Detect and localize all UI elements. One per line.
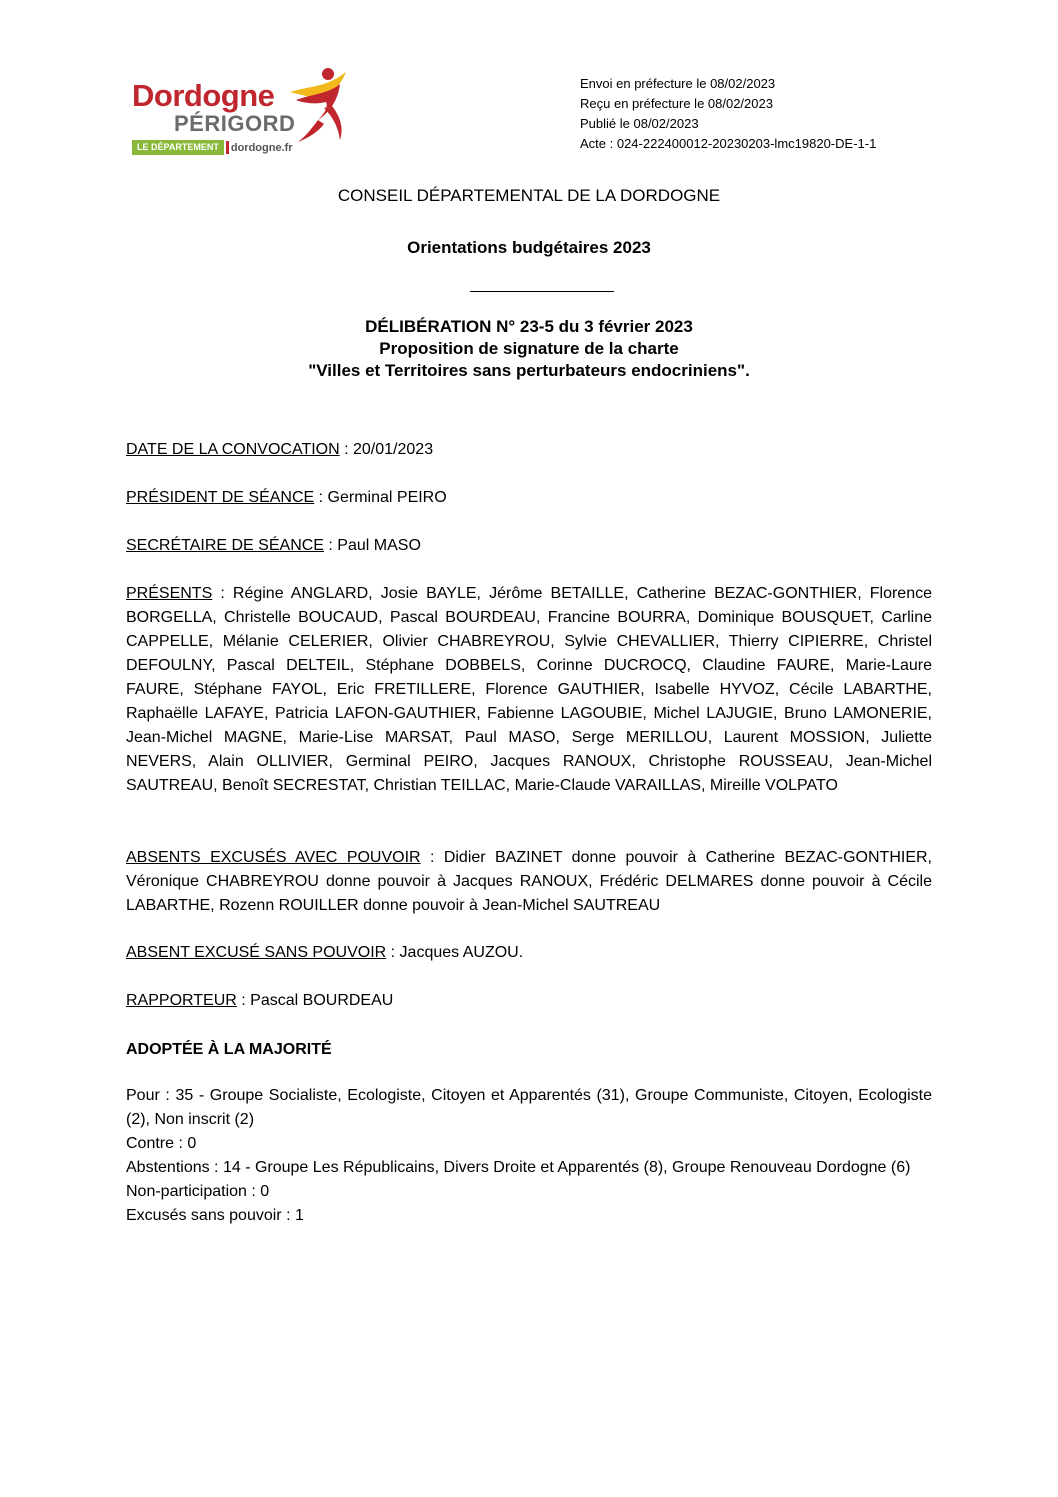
secretaire-label: SECRÉTAIRE DE SÉANCE bbox=[126, 537, 324, 554]
council-title: CONSEIL DÉPARTEMENTAL DE LA DORDOGNE bbox=[337, 186, 721, 205]
president-value: : Germinal PEIRO bbox=[314, 489, 447, 506]
absents-pouvoir-paragraph bbox=[126, 846, 932, 918]
adoption-status: ADOPTÉE À LA MAJORITÉ bbox=[126, 1041, 332, 1058]
logo-band bbox=[132, 140, 293, 155]
vote-pour: Pour : 35 - Groupe Socialiste, Ecologiste, Citoyen et Apparentés (31), Groupe Communiste, Citoyen, Ecologiste (2), Non inscrit (2) bbox=[126, 1087, 932, 1128]
deliberation-number: DÉLIBÉRATION N° 23-5 du 3 février 2023 bbox=[365, 317, 693, 336]
convocation-line bbox=[126, 438, 932, 462]
absent-sans-label: ABSENT EXCUSÉ SANS POUVOIR bbox=[126, 944, 387, 961]
stamp-envoi: Envoi en préfecture le 08/02/2023 bbox=[580, 76, 776, 91]
deliberation-proposition: Proposition de signature de la charte bbox=[379, 339, 679, 358]
logo-wordmark: Dordogne bbox=[132, 78, 275, 113]
rapporteur-line bbox=[126, 989, 932, 1013]
vote-contre: Contre : 0 bbox=[126, 1135, 197, 1152]
vote-excuses: Excusés sans pouvoir : 1 bbox=[126, 1207, 304, 1224]
stamp-publie: Publié le 08/02/2023 bbox=[580, 116, 699, 131]
convocation-label: DATE DE LA CONVOCATION bbox=[126, 441, 340, 458]
presents-paragraph bbox=[126, 582, 932, 798]
convocation-value: : 20/01/2023 bbox=[339, 441, 434, 458]
vote-results bbox=[126, 1084, 932, 1228]
secretaire-value: : Paul MASO bbox=[323, 537, 421, 554]
prefecture-stamp bbox=[580, 74, 876, 154]
presents-label: PRÉSENTS bbox=[126, 585, 213, 602]
absents-pouvoir-value: : Didier BAZINET donne pouvoir à Catherine BEZAC-GONTHIER, Véronique CHABREYROU donne pouvoir à Jacques RANOUX, Frédéric DELMARES donne pouvoir à Cécile LABARTHE, Rozenn ROUILLER donne pouvoir à Jean-Michel SAUTREAU bbox=[126, 849, 933, 914]
absent-sans-pouvoir-line bbox=[126, 941, 932, 965]
presents-value: : Régine ANGLARD, Josie BAYLE, Jérôme BETAILLE, Catherine BEZAC-GONTHIER, Florence BORGELLA, Christelle BOUCAUD, Pascal BOURDEAU, Francine BOURRA, Dominique BOUSQUET, Carline CAPPELLE, Mélanie CELERIER, Olivier CHABREYROU, Sylvie CHEVALLIER, Thierry CIPIERRE, Christel DEFOULNY, Pascal DELTEIL, Stéphane DOBBELS, Corinne DUCROCQ, Claudine FAURE, Marie-Laure FAURE, Stéphane FAYOL, Eric FRETILLERE, Florence GAUTHIER, Isabelle HYVOZ, Cécile LABARTHE, Raphaëlle LAFAYE, Patricia LAFON-GAUTHIER, Fabienne LAGOUBIE, Michel LAJUGIE, Bruno LAMONERIE, Jean-Michel MAGNE, Marie-Lise MARSAT, Paul MASO, Serge MERILLOU, Laurent MOSSION, Juliette NEVERS, Alain OLLIVIER, Germinal PEIRO, Jacques RANOUX, Christophe ROUSSEAU, Jean-Michel SAUTREAU, Benoît SECRESTAT, Christian TEILLAC, Marie-Claude VARAILLAS, Mireille VOLPATO bbox=[126, 585, 932, 794]
dancing-figure-icon bbox=[288, 64, 358, 144]
orientations-title: Orientations budgétaires 2023 bbox=[407, 238, 651, 257]
deliberation-heading bbox=[0, 316, 1058, 382]
stamp-recu: Reçu en préfecture le 08/02/2023 bbox=[580, 96, 773, 111]
logo-band-separator bbox=[226, 141, 229, 154]
absent-sans-value: : Jacques AUZOU. bbox=[386, 944, 524, 961]
dordogne-perigord-logo bbox=[132, 64, 362, 164]
title-divider bbox=[470, 291, 614, 292]
absents-pouvoir-label: ABSENTS EXCUSÉS AVEC POUVOIR bbox=[126, 849, 421, 866]
rapporteur-value: : Pascal BOURDEAU bbox=[236, 992, 394, 1009]
logo-band-site: dordogne.fr bbox=[230, 141, 293, 154]
president-line bbox=[126, 486, 932, 510]
vote-abstentions: Abstentions : 14 - Groupe Les Républicains, Divers Droite et Apparentés (8), Groupe Renouveau Dordogne (6) bbox=[126, 1159, 911, 1176]
secretaire-line bbox=[126, 534, 932, 558]
president-label: PRÉSIDENT DE SÉANCE bbox=[126, 489, 315, 506]
rapporteur-label: RAPPORTEUR bbox=[126, 992, 237, 1009]
stamp-acte: Acte : 024-222400012-20230203-lmc19820-DE-1-1 bbox=[580, 136, 877, 151]
logo-band-label: LE DÉPARTEMENT bbox=[132, 140, 224, 155]
vote-non-participation: Non-participation : 0 bbox=[126, 1183, 270, 1200]
deliberation-charter: "Villes et Territoires sans perturbateurs endocriniens". bbox=[308, 361, 750, 380]
logo-subtitle: PÉRIGORD bbox=[174, 111, 296, 136]
